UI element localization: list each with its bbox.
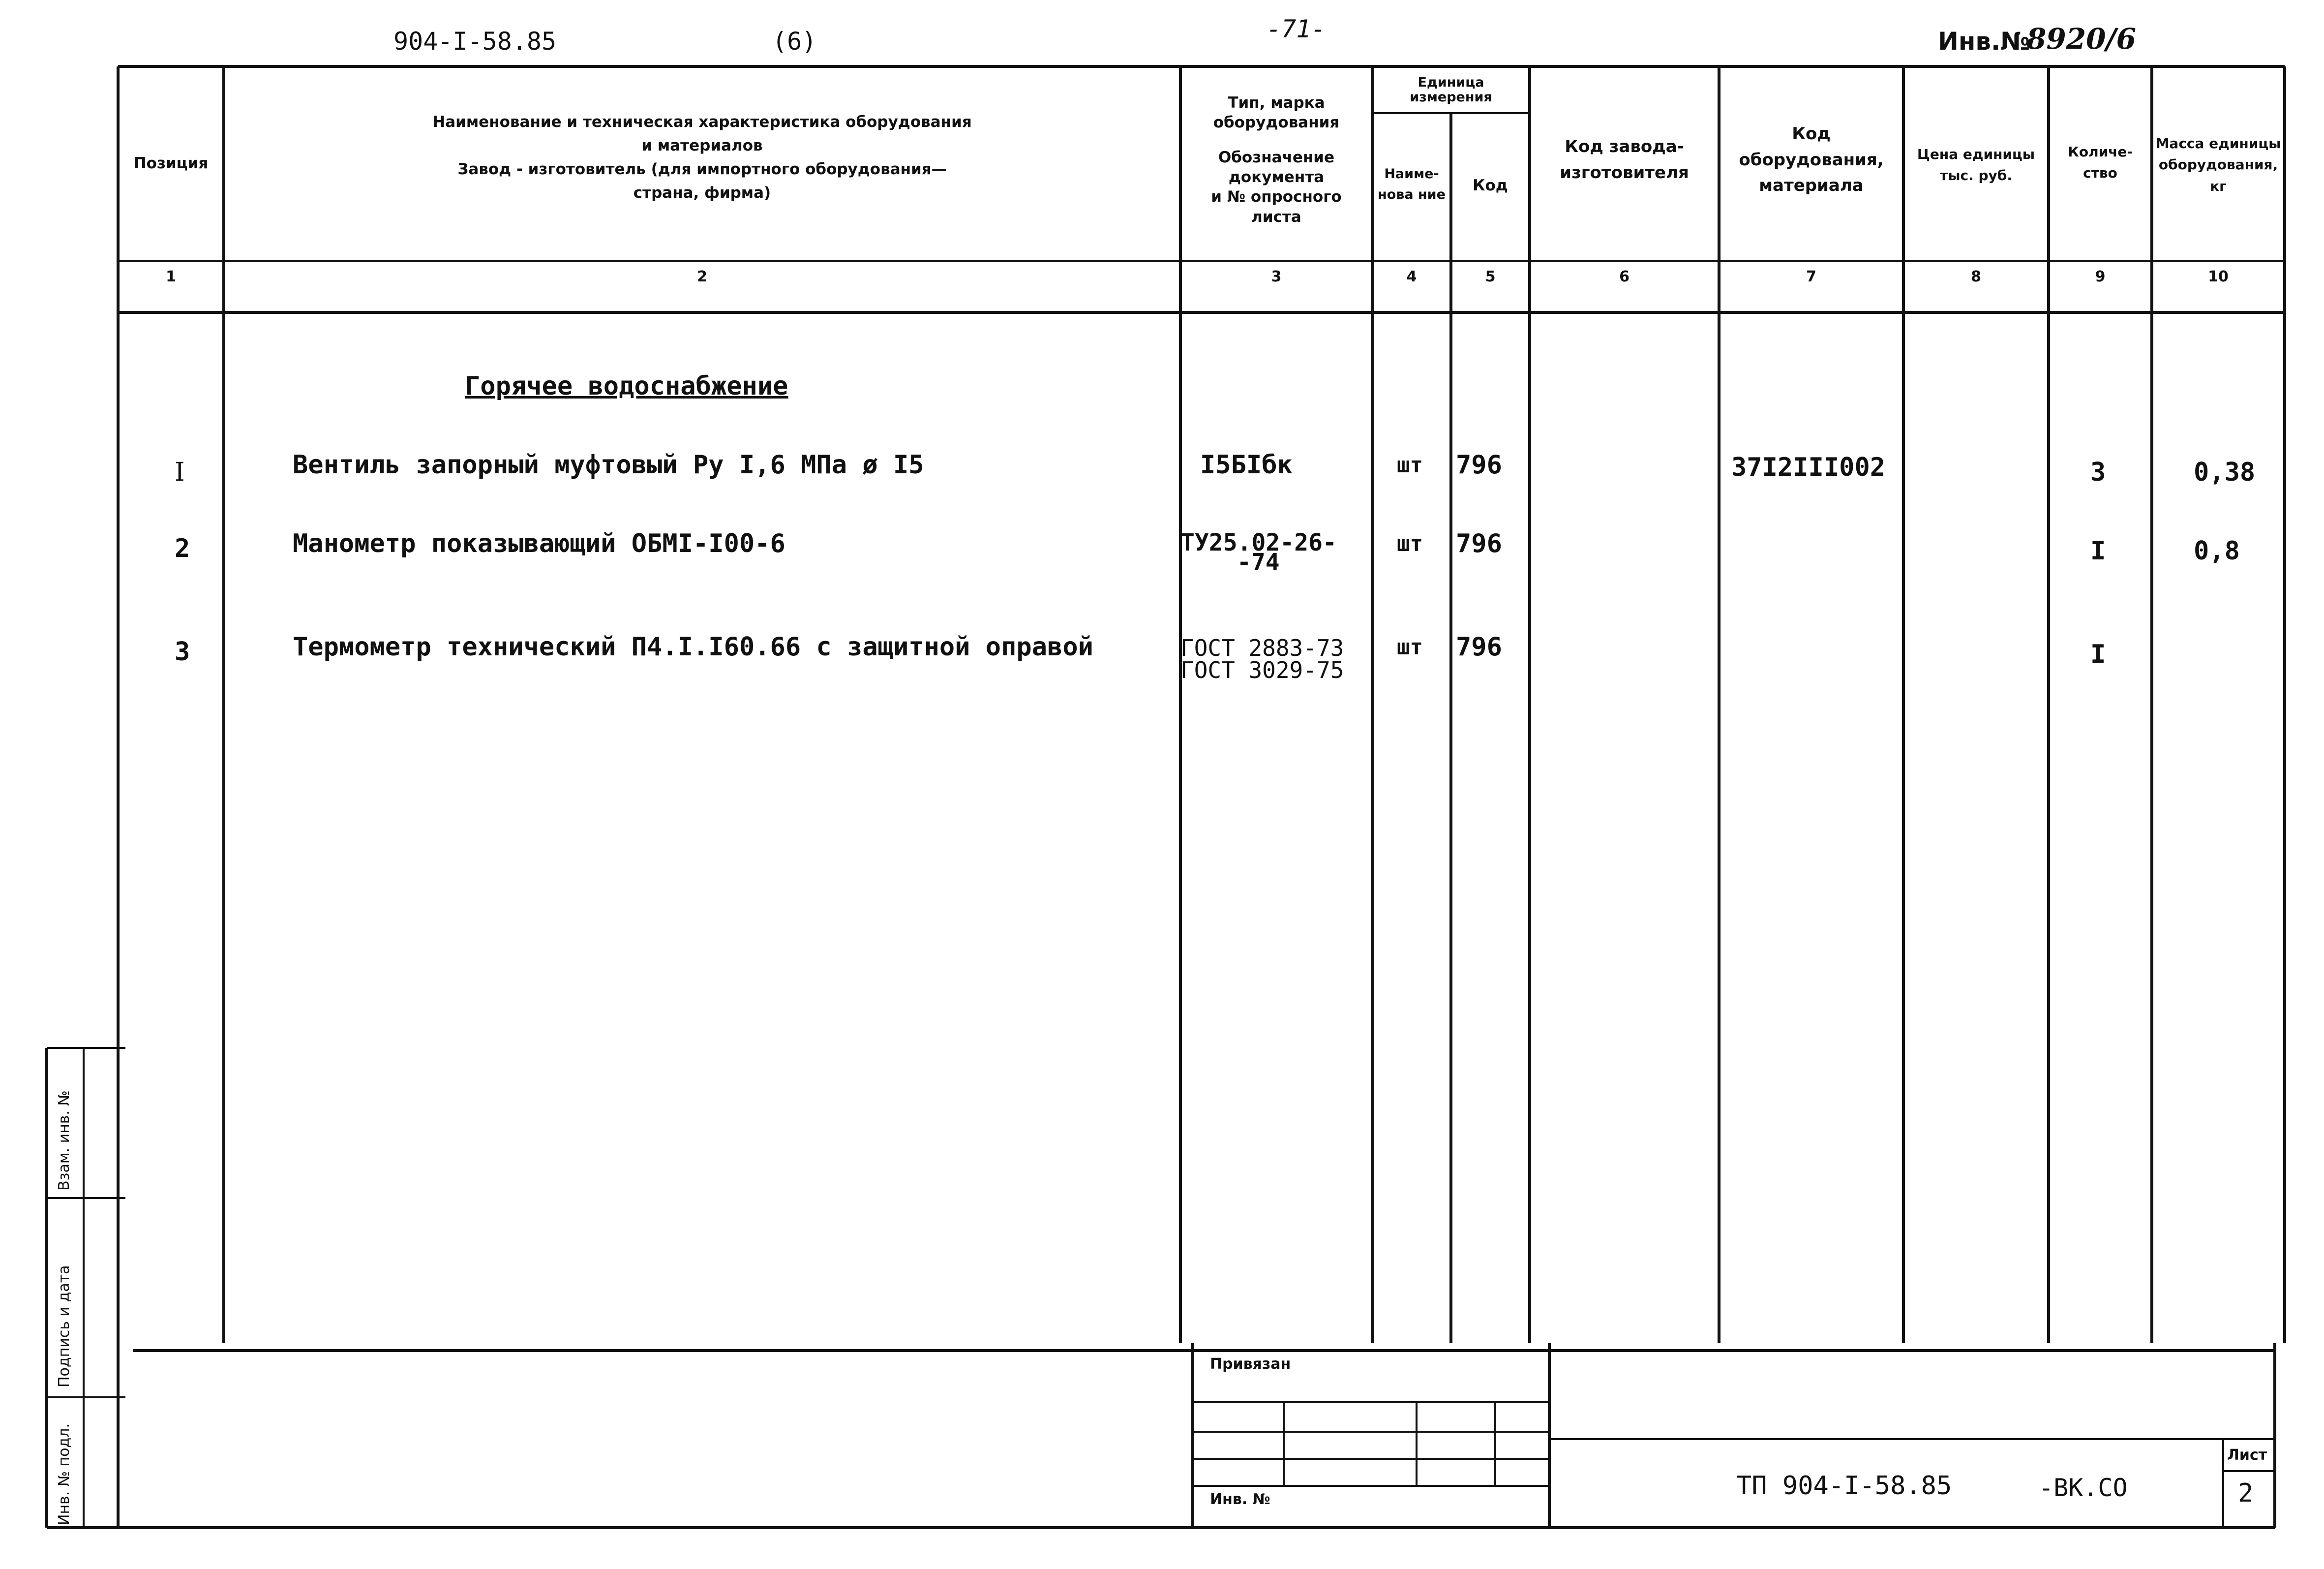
row-1-name: Вентиль запорный муфтовый Ру I,6 МПа ø I5 (293, 450, 924, 480)
col-number-9: 9 (2095, 268, 2106, 285)
col-number-8: 8 (1971, 268, 1981, 285)
row-1-mass: 0,38 (2194, 458, 2256, 487)
row-2-mass: 0,8 (2194, 536, 2240, 566)
row-3-type: ГОСТ 2883-73 (1180, 635, 1344, 661)
title-block-code: ТП 904-I-58.85 (1736, 1471, 1952, 1501)
header-mass: Масса единицы оборудования, кг (2155, 135, 2281, 194)
header-equipment-code: Код оборудования, материала (1739, 123, 1884, 196)
side-stamp-inv-podl: Инв. № подл. (56, 1423, 73, 1525)
row-3-type-continued: ГОСТ 3029-75 (1180, 657, 1344, 683)
row-2-type: ТУ25.02-26- (1180, 529, 1337, 556)
row-2-quantity: I (2090, 536, 2106, 566)
header-unit-code: Код (1473, 177, 1508, 195)
col-number-1: 1 (166, 268, 176, 285)
inventory-label: Инв.№ (1938, 27, 2030, 56)
header-type-line6: листа (1251, 208, 1301, 226)
header-position: Позиция (133, 154, 209, 173)
title-block-sheet-number: 2 (2238, 1478, 2254, 1508)
row-2-type-continued: -74 (1237, 549, 1280, 576)
row-1-type: I5БIбк (1200, 450, 1293, 480)
row-2-name: Манометр показывающий ОБМI-I00-6 (293, 529, 785, 558)
title-block-inv-no: Инв. № (1210, 1491, 1270, 1508)
col-number-3: 3 (1271, 268, 1282, 285)
header-name-line4: страна, фирма) (633, 184, 771, 202)
inventory-number: 8920/6 (2026, 22, 2136, 56)
row-3-unit: шт (1397, 635, 1423, 660)
row-1-unit-code: 796 (1456, 450, 1502, 480)
header-type-line1: Тип, марка (1228, 94, 1325, 112)
col-number-10: 10 (2208, 268, 2229, 285)
title-block-privyazan: Привязан (1210, 1355, 1291, 1373)
col-number-5: 5 (1485, 268, 1496, 285)
document-code: 904-I-58.85 (393, 27, 557, 56)
col-number-7: 7 (1806, 268, 1816, 285)
header-type-line4: документа (1228, 168, 1325, 186)
header-price: Цена единицы тыс. руб. (1917, 146, 2035, 184)
title-block-suffix: -ВК.СО (2039, 1474, 2128, 1502)
header-type (1183, 79, 1370, 241)
row-1-quantity: 3 (2090, 458, 2106, 487)
header-type-line3: Обозначение (1218, 148, 1335, 166)
header-unit-name: Наиме-нова ние (1378, 166, 1446, 202)
row-2-position: 2 (175, 534, 190, 563)
header-name-line1: Наименование и техническая характеристика оборудования (432, 113, 972, 131)
header-factory-code: Код завода-изготовителя (1560, 137, 1689, 183)
header-quantity: Количе-ство (2067, 143, 2133, 181)
row-1-unit: шт (1397, 453, 1423, 478)
section-title: Горячее водоснабжение (465, 371, 788, 401)
row-1-equipment-code: 37I2III002 (1731, 453, 1886, 482)
page-number: -71- (1267, 15, 1326, 43)
col-number-4: 4 (1406, 268, 1417, 285)
row-2-unit: шт (1397, 531, 1423, 556)
header-name-line2: и материалов (641, 136, 763, 154)
row-2-unit-code: 796 (1456, 529, 1502, 558)
header-unit: Единица измерения (1410, 74, 1492, 105)
sheet-paren: (6) (772, 27, 817, 56)
side-stamp-signature: Подпись и дата (56, 1265, 73, 1387)
header-name-line3: Завод - изготовитель (для импортного оборудования— (457, 160, 947, 178)
row-3-name: Термометр технический П4.I.I60.66 с защитной оправой (293, 632, 1093, 662)
row-1-position: I (175, 458, 185, 487)
col-number-2: 2 (697, 268, 707, 285)
row-3-position: 3 (175, 637, 190, 667)
row-3-quantity: I (2090, 640, 2106, 669)
header-type-line5: и № опросного (1211, 188, 1342, 206)
title-block-sheet-label: Лист (2227, 1446, 2267, 1464)
row-3-unit-code: 796 (1456, 632, 1502, 662)
col-number-6: 6 (1619, 268, 1630, 285)
header-name (226, 89, 1178, 226)
header-type-line2: оборудования (1213, 114, 1340, 132)
side-stamp-vzam: Взам. инв. № (56, 1090, 73, 1191)
